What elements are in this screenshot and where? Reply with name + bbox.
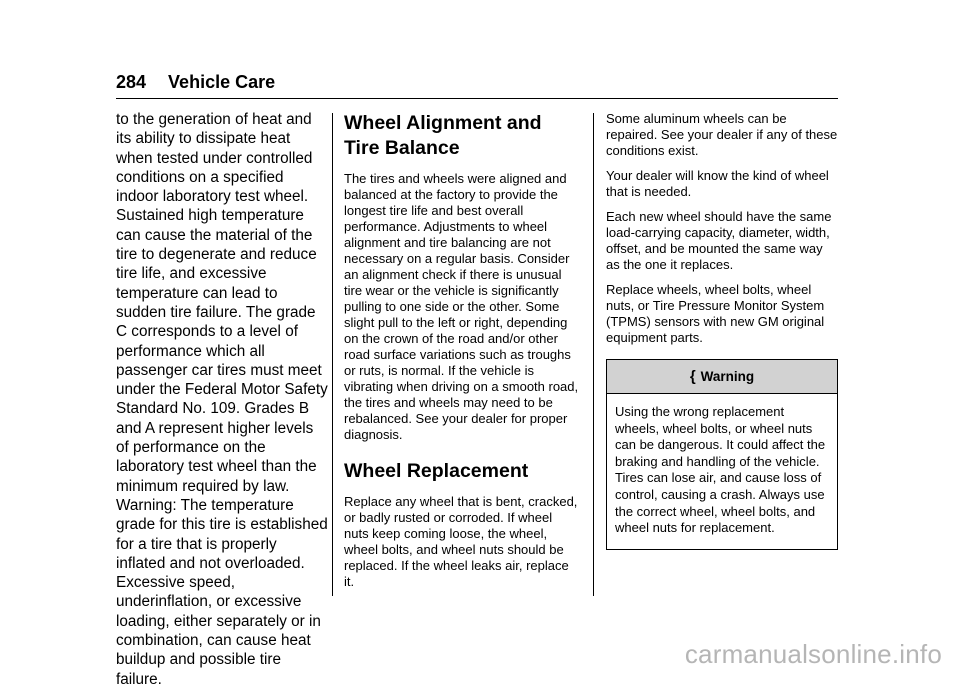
alignment-text: The tires and wheels were aligned and balanced at the factory to provide the longest tire life and best overall performance. Adjustments to wheel alignment and tire balancing are not necessary on a regular basis. Consider an alignment check if there is unusual tire wear or the vehicle is significantly pulling to one side or the other. Some slight pull to the left or right, depending on the crown of the road and/or other road surface variations such as troughs or ruts, is normal. If the vehicle is vibrating when driving on a smooth road, the tires and wheels may need to be rebalanced. See your dealer for proper diagnosis. [344, 171, 579, 442]
dealer-knows-text: Your dealer will know the kind of wheel that is needed. [606, 168, 829, 199]
warning-header [607, 360, 837, 394]
page-number: 284 [116, 72, 147, 92]
new-wheel-spec-text: Each new wheel should have the same load-carrying capacity, diameter, width, offset, and be mounted the same way as the one it replaces. [606, 209, 832, 272]
warning-title: Warning [700, 369, 755, 384]
column-2 [344, 111, 580, 599]
column-divider-1 [332, 113, 333, 596]
page-title: Vehicle Care [168, 72, 276, 92]
warning-box [606, 359, 838, 550]
page-header [116, 72, 275, 93]
tire-temperature-text: to the generation of heat and its ability to dissipate heat when tested under controlled conditions on a specified indoor laboratory test wheel. Sustained high temperature can cause the material of the tire to degenerate and reduce tire life, and excessive temperature can lead to sudden tire failure. The grade C corresponds to a level of performance which all passenger car tires must meet under the Federal Motor Safety Standard No. 109. Grades B and A represent higher levels of performance on the laboratory test wheel than the minimum required by law. Warning: The temperature grade for this tire is established for a tire that is properly inflated and not overloaded. Excessive speed, underinflation, or excessive loading, either separately or in combination, can cause heat buildup and possible tire failure. [116, 111, 328, 688]
watermark: carmanualsonline.info [684, 639, 942, 669]
header-rule [116, 98, 838, 99]
warning-text: Using the wrong replacement wheels, wheel bolts, or wheel nuts can be dangerous. It could affect the braking and handling of the vehicle. Tires can lose air, and cause loss of control, causing a crash. Always use the correct wheel, wheel bolts, and wheel nuts for replacement. [615, 404, 826, 536]
replace-parts-text: Replace wheels, wheel bolts, wheel nuts, or Tire Pressure Monitor System (TPMS) sensors with new GM original equipment parts. [606, 282, 825, 345]
column-1 [116, 110, 328, 689]
replacement-text: Replace any wheel that is bent, cracked, or badly rusted or corroded. If wheel nuts keep coming loose, the wheel, wheel bolts, and wheel nuts should be replaced. If the wheel leaks air, replace it. [344, 494, 578, 589]
warning-bracket-icon: { [689, 368, 696, 385]
column-divider-2 [593, 113, 594, 596]
column-3 [606, 111, 838, 550]
aluminum-wheels-text: Some aluminum wheels can be repaired. See your dealer if any of these conditions exist. [606, 111, 838, 158]
section-title-replacement: Wheel Replacement [344, 460, 529, 482]
section-title-alignment: Wheel Alignment and Tire Balance [344, 112, 542, 159]
warning-body [607, 394, 837, 549]
